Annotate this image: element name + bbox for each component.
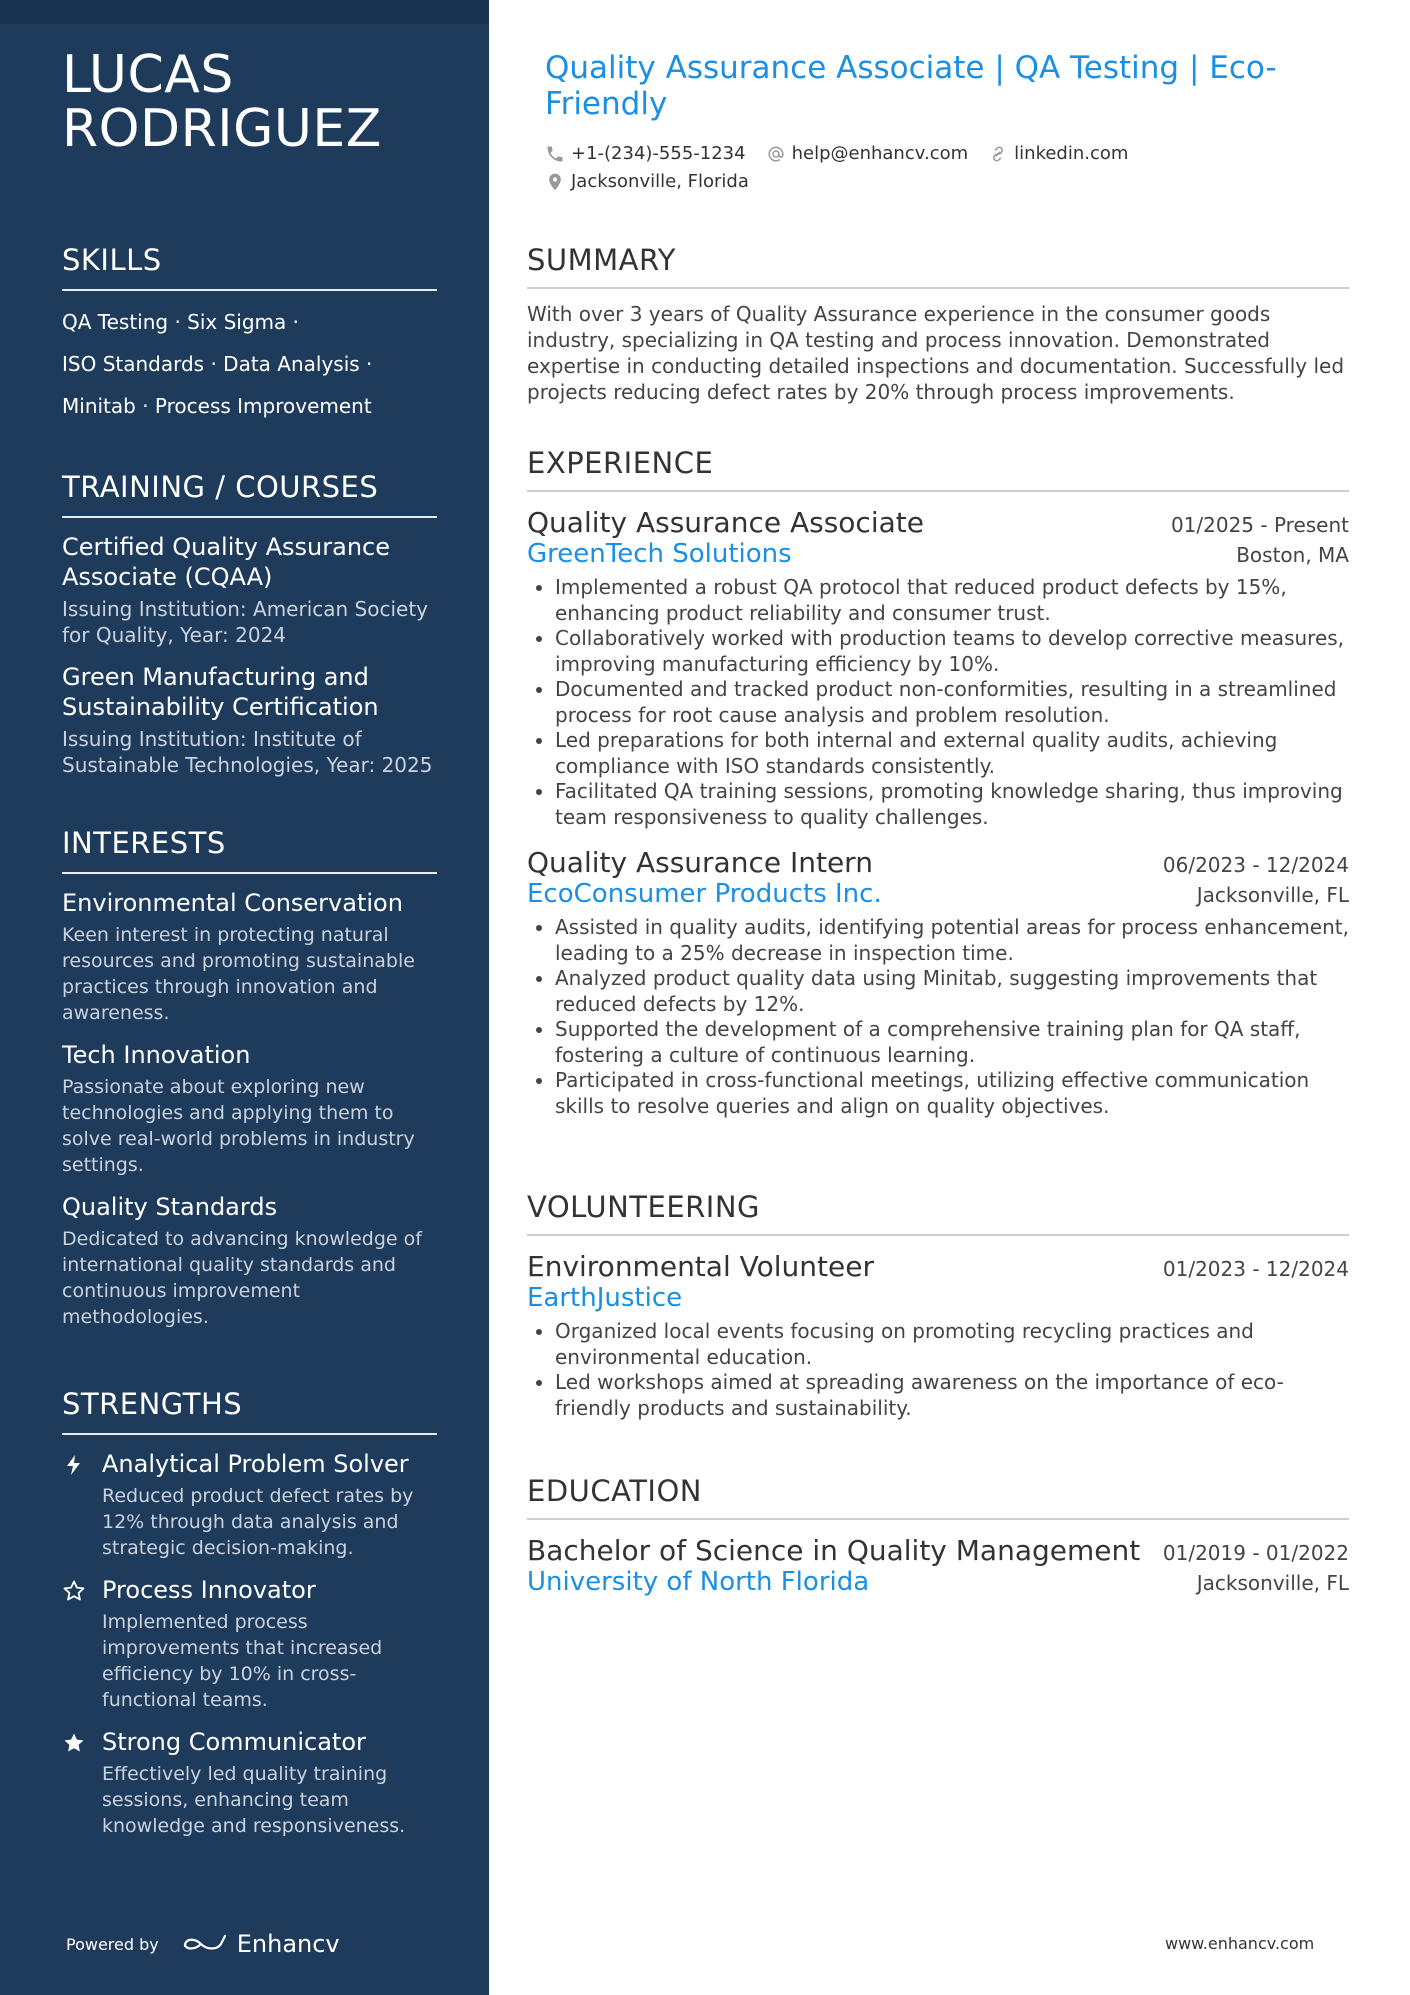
footer-url[interactable]: www.enhancv.com — [1165, 1934, 1315, 1953]
volunteering-heading: VOLUNTEERING — [527, 1190, 1349, 1236]
strength-title: Strong Communicator — [102, 1728, 366, 1756]
summary-section — [527, 243, 1349, 405]
strength-desc: Reduced product defect rates by 12% through data analysis and strategic decision-making. — [102, 1485, 414, 1559]
candidate-name: LUCAS RODRIGUEZ — [62, 45, 382, 159]
volunteer-entry — [527, 1250, 1349, 1421]
job-bullet: • Collaboratively worked with production teams to develop corrective measures, improving manufacturing efficiency by 10%. — [555, 626, 1349, 677]
job-company-row — [527, 879, 1349, 909]
job-bullets — [527, 575, 1349, 830]
job-bullets — [527, 915, 1349, 1119]
interest-desc: Dedicated to advancing knowledge of international quality standards and continuous improvement methodologies. — [62, 1228, 422, 1328]
at-icon — [766, 144, 786, 164]
bolt-icon — [62, 1453, 86, 1477]
strengths-section — [62, 1387, 437, 1839]
training-heading: TRAINING / COURSES — [62, 470, 437, 518]
interest-desc: Passionate about exploring new technologies and applying them to solve real-world problems in industry settings. — [62, 1076, 415, 1176]
star-outline-icon — [62, 1579, 86, 1603]
star-filled-icon — [62, 1731, 86, 1755]
interest-desc: Keen interest in protecting natural resources and promoting sustainable practices through innovation and awareness. — [62, 924, 415, 1024]
education-location: Jacksonville, FL — [1196, 1571, 1349, 1595]
skills-row: Minitab · Process Improvement — [62, 394, 372, 418]
interest-item — [62, 1192, 437, 1330]
job-bullet: • Implemented a robust QA protocol that reduced product defects by 15%, enhancing product reliability and consumer trust. — [555, 575, 1349, 626]
contact-email[interactable] — [766, 140, 969, 168]
education-degree-row — [527, 1534, 1349, 1567]
course-desc: Issuing Institution: Institute of Sustainable Technologies, Year: 2025 — [62, 727, 433, 777]
course-title: Certified Quality Assurance Associate (CQAA) — [62, 533, 390, 591]
volunteer-org: EarthJustice — [527, 1283, 683, 1313]
course-title: Green Manufacturing and Sustainability Certification — [62, 663, 379, 721]
strength-desc: Effectively led quality training sessions, enhancing team knowledge and responsiveness. — [102, 1763, 406, 1837]
location-text: Jacksonville, Florida — [571, 171, 749, 192]
education-degree: Bachelor of Science in Quality Management — [527, 1534, 1141, 1567]
interest-title: Tech Innovation — [62, 1041, 251, 1069]
interest-item — [62, 1040, 437, 1178]
job-bullet: • Supported the development of a comprehensive training plan for QA staff, fostering a culture of continuous learning. — [555, 1017, 1349, 1068]
brand-logo[interactable] — [181, 1930, 340, 1958]
strength-item — [62, 1449, 437, 1561]
email-text: help@enhancv.com — [791, 143, 969, 164]
job-bullet: • Led preparations for both internal and external quality audits, achieving compliance with ISO standards consistently. — [555, 728, 1349, 779]
job-date: 06/2023 - 12/2024 — [1162, 853, 1349, 877]
volunteer-bullet: • Led workshops aimed at spreading awareness on the importance of eco-friendly products and sustainability. — [555, 1370, 1349, 1421]
powered-by — [66, 1930, 340, 1958]
volunteer-title-row — [527, 1250, 1349, 1283]
volunteer-title: Environmental Volunteer — [527, 1250, 874, 1283]
brand-name: Enhancv — [236, 1930, 340, 1958]
job-bullet: • Facilitated QA training sessions, promoting knowledge sharing, thus improving team responsiveness to quality challenges. — [555, 779, 1349, 830]
interest-title: Quality Standards — [62, 1193, 278, 1221]
job-entry — [527, 846, 1349, 1119]
job-bullet: • Analyzed product quality data using Minitab, suggesting improvements that reduced defects by 12%. — [555, 966, 1349, 1017]
skills-row: QA Testing · Six Sigma · — [62, 310, 300, 334]
strengths-heading: STRENGTHS — [62, 1387, 437, 1435]
contact-location — [545, 168, 749, 196]
education-section — [527, 1474, 1349, 1597]
headline: Quality Assurance Associate | QA Testing | Eco-Friendly — [545, 50, 1277, 122]
job-title: Quality Assurance Intern — [527, 846, 873, 879]
skills-row: ISO Standards · Data Analysis · — [62, 352, 373, 376]
powered-by-label: Powered by — [66, 1934, 159, 1954]
experience-section — [527, 446, 1349, 1119]
job-entry — [527, 506, 1349, 830]
strength-title: Analytical Problem Solver — [102, 1450, 409, 1478]
interest-item — [62, 888, 437, 1026]
interests-heading: INTERESTS — [62, 826, 437, 874]
contact-linkedin[interactable] — [988, 140, 1128, 168]
sidebar-top-band — [0, 0, 489, 24]
strength-title: Process Innovator — [102, 1576, 316, 1604]
education-entry — [527, 1534, 1349, 1597]
course-item — [62, 662, 437, 778]
job-title: Quality Assurance Associate — [527, 506, 924, 539]
enhancv-logo-icon — [181, 1932, 227, 1956]
summary-heading: SUMMARY — [527, 243, 1349, 289]
strength-item — [62, 1727, 437, 1839]
phone-text: +1-(234)-555-1234 — [571, 143, 746, 164]
volunteer-bullets — [527, 1319, 1349, 1421]
skills-heading: SKILLS — [62, 243, 437, 291]
training-section — [62, 470, 437, 778]
phone-icon — [545, 144, 565, 164]
strength-desc: Implemented process improvements that increased efficiency by 10% in cross-functional teams. — [102, 1611, 383, 1711]
job-company: EcoConsumer Products Inc. — [527, 879, 882, 909]
volunteer-date: 01/2023 - 12/2024 — [1162, 1257, 1349, 1281]
skills-section — [62, 243, 437, 427]
job-location: Jacksonville, FL — [1196, 883, 1349, 907]
link-icon — [988, 144, 1008, 164]
education-date: 01/2019 - 01/2022 — [1162, 1541, 1349, 1565]
volunteering-section — [527, 1190, 1349, 1421]
volunteer-bullet: • Organized local events focusing on promoting recycling practices and environmental education. — [555, 1319, 1349, 1370]
course-desc: Issuing Institution: American Society for Quality, Year: 2024 — [62, 597, 429, 647]
education-heading: EDUCATION — [527, 1474, 1349, 1520]
job-title-row — [527, 846, 1349, 879]
job-bullet: • Participated in cross-functional meetings, utilizing effective communication skills to resolve queries and align on quality objectives. — [555, 1068, 1349, 1119]
linkedin-text: linkedin.com — [1014, 143, 1129, 164]
education-school: University of North Florida — [527, 1567, 870, 1597]
summary-text: With over 3 years of Quality Assurance experience in the consumer goods industry, specializing in QA testing and process innovation. Demonstrated expertise in conducting detailed inspections and documentation. Successfully led projects reducing defect rates by 20% through process improvements. — [527, 302, 1345, 404]
contact-row — [545, 140, 1305, 168]
experience-heading: EXPERIENCE — [527, 446, 1349, 492]
job-bullet: • Assisted in quality audits, identifying potential areas for process enhancement, leading to a 25% decrease in inspection time. — [555, 915, 1349, 966]
job-company-row — [527, 539, 1349, 569]
contact-phone[interactable] — [545, 140, 746, 168]
education-school-row — [527, 1567, 1349, 1597]
skills-list — [62, 301, 437, 427]
contact-info — [545, 140, 1305, 196]
course-item — [62, 532, 437, 648]
job-company: GreenTech Solutions — [527, 539, 792, 569]
volunteer-org-row — [527, 1283, 1349, 1313]
job-location: Boston, MA — [1236, 543, 1349, 567]
job-bullet: • Documented and tracked product non-conformities, resulting in a streamlined process for root cause analysis and problem resolution. — [555, 677, 1349, 728]
job-title-row — [527, 506, 1349, 539]
location-pin-icon — [545, 172, 565, 192]
job-date: 01/2025 - Present — [1170, 513, 1349, 537]
sidebar — [0, 0, 489, 1995]
interests-section — [62, 826, 437, 1330]
strength-item — [62, 1575, 437, 1713]
contact-row — [545, 168, 1305, 196]
interest-title: Environmental Conservation — [62, 889, 403, 917]
